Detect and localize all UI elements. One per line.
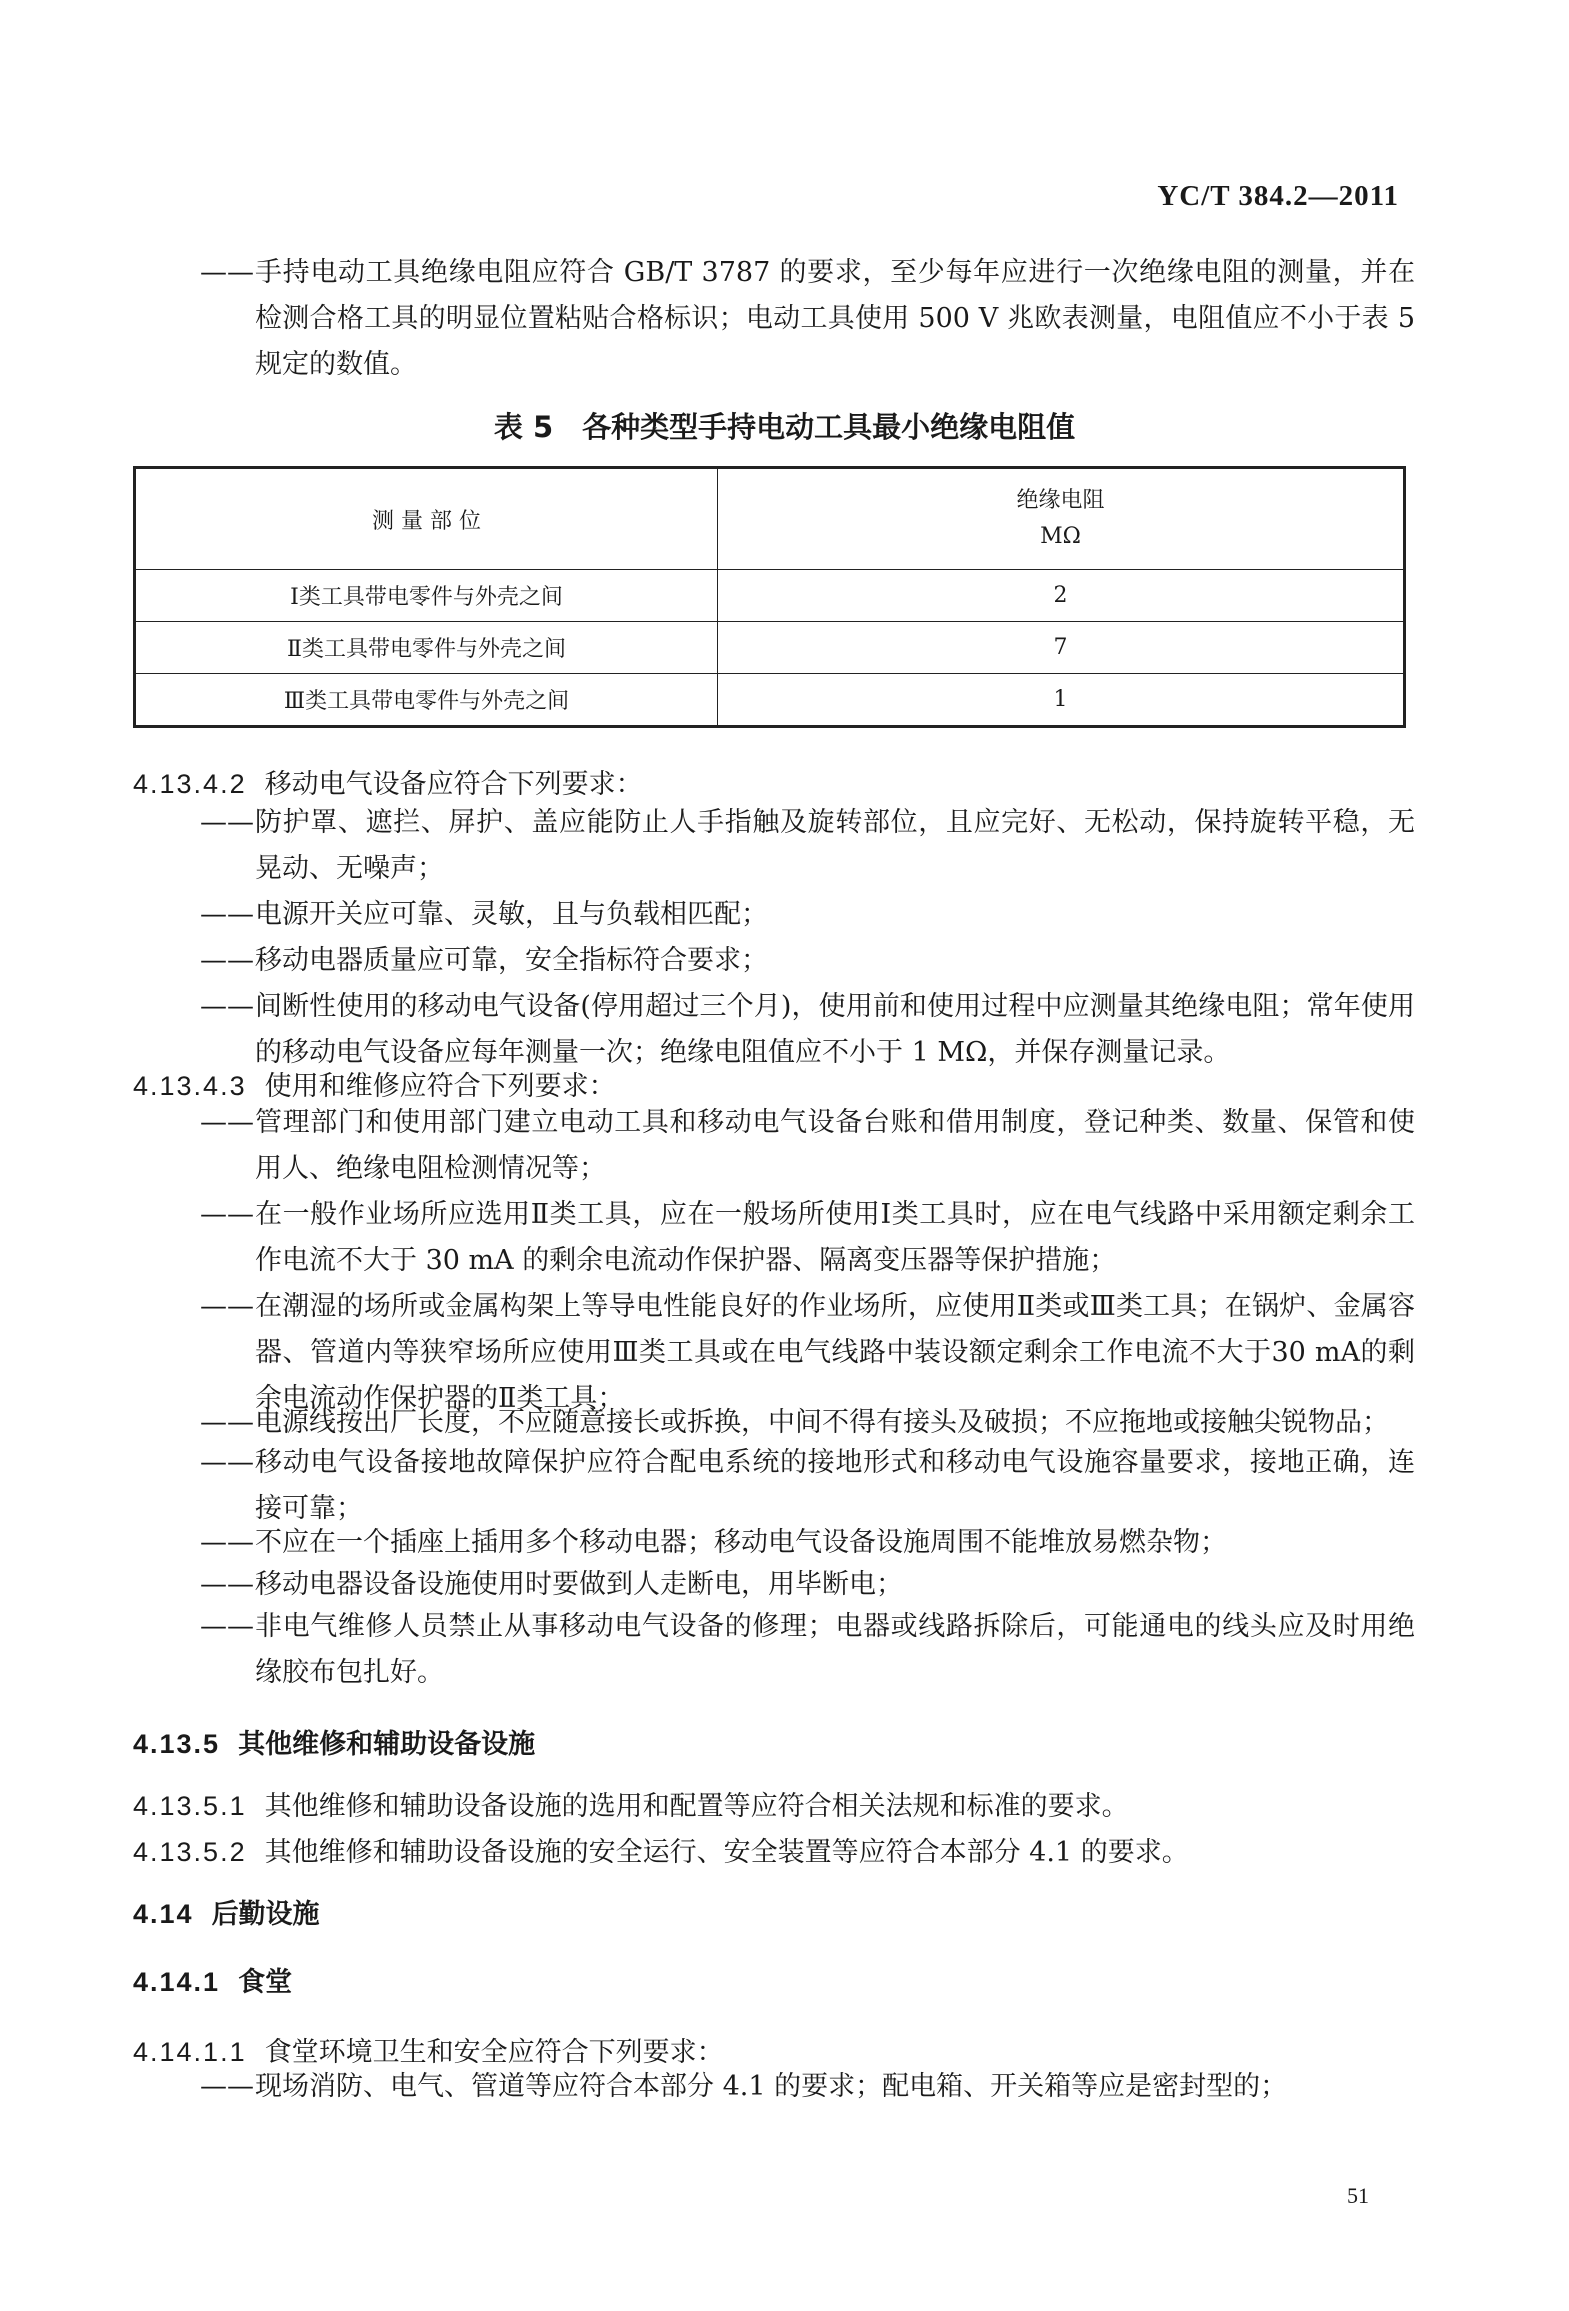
list-item — [200, 1604, 1415, 1696]
section-number: 4.13.5.2 — [133, 1837, 247, 1867]
table-cell-part: Ⅱ类工具带电零件与外壳之间 — [135, 622, 718, 674]
list-item — [200, 1562, 1415, 1608]
dash-bullet: —— — [200, 2071, 254, 2102]
section-4-13-4-3-heading — [133, 1064, 616, 1103]
dash-bullet: —— — [200, 1291, 254, 1322]
list-item — [200, 984, 1415, 1076]
section-number: 4.14.1.1 — [133, 2037, 247, 2067]
list-item-text: 在潮湿的场所或金属构架上等导电性能良好的作业场所，应使用Ⅱ类或Ⅲ类工具；在锅炉、金属容器、管道内等狭窄场所应使用Ⅲ类工具或在电气线路中装设额定剩余工作电流不大于30 mA的剩余电流动作保护器的Ⅱ类工具； — [255, 1291, 1415, 1414]
table-row — [135, 570, 1405, 622]
table-cell-value: 2 — [718, 570, 1405, 622]
table-cell-part: Ⅲ类工具带电零件与外壳之间 — [135, 674, 718, 727]
dash-bullet: —— — [200, 257, 254, 288]
list-item-text: 在一般作业场所应选用Ⅱ类工具，应在一般场所使用Ⅰ类工具时，应在电气线路中采用额定剩余工作电流不大于 30 mA 的剩余电流动作保护器、隔离变压器等保护措施； — [255, 1199, 1415, 1276]
dash-bullet: —— — [200, 945, 254, 976]
table-cell-part: Ⅰ类工具带电零件与外壳之间 — [135, 570, 718, 622]
list-item-text: 管理部门和使用部门建立电动工具和移动电气设备台账和借用制度，登记种类、数量、保管和使用人、绝缘电阻检测情况等； — [255, 1107, 1415, 1184]
list-item-text: 电源开关应可靠、灵敏，且与负载相匹配； — [255, 899, 768, 930]
list-item — [200, 892, 1415, 938]
section-number: 4.13.5.1 — [133, 1791, 247, 1821]
table-title: 表 5 各种类型手持电动工具最小绝缘电阻值 — [493, 410, 1076, 444]
dash-bullet: —— — [200, 991, 254, 1022]
dash-bullet: —— — [200, 1611, 254, 1642]
dash-bullet: —— — [200, 807, 254, 838]
list-item-text: 防护罩、遮拦、屏护、盖应能防止人手指触及旋转部位，且应完好、无松动，保持旋转平稳，无晃动、无噪声； — [255, 807, 1415, 884]
dash-bullet: —— — [200, 899, 254, 930]
dash-bullet: —— — [200, 1199, 254, 1230]
dash-bullet: —— — [200, 1527, 254, 1558]
list-item — [200, 800, 1415, 892]
section-number: 4.13.4.3 — [133, 1071, 247, 1101]
section-title: 食堂环境卫生和安全应符合下列要求： — [264, 2037, 724, 2068]
section-4-14-heading — [133, 1892, 320, 1931]
table-row — [135, 622, 1405, 674]
list-item-text: 移动电器质量应可靠，安全指标符合要求； — [255, 945, 768, 976]
dash-bullet: —— — [200, 1107, 254, 1138]
section-title: 后勤设施 — [211, 1899, 320, 1930]
dash-bullet: —— — [200, 1569, 254, 1600]
section-number: 4.14 — [133, 1899, 194, 1929]
list-item — [200, 938, 1415, 984]
section-title: 使用和维修应符合下列要求： — [264, 1071, 616, 1102]
list-item — [200, 250, 1415, 388]
section-title: 食堂 — [238, 1967, 293, 1998]
section-text: 其他维修和辅助设备设施的选用和配置等应符合相关法规和标准的要求。 — [264, 1791, 1129, 1822]
insulation-resistance-table — [133, 466, 1406, 728]
list-item-text: 间断性使用的移动电气设备(停用超过三个月)，使用前和使用过程中应测量其绝缘电阻；常年使用的移动电气设备应每年测量一次；绝缘电阻值应不小于 1 MΩ，并保存测量记录。 — [255, 991, 1415, 1068]
section-title: 移动电气设备应符合下列要求： — [264, 769, 643, 800]
list-item-text: 移动电器设备设施使用时要做到人走断电，用毕断电； — [255, 1569, 903, 1600]
list-item — [200, 1520, 1415, 1566]
list-item-text: 现场消防、电气、管道等应符合本部分 4.1 的要求；配电箱、开关箱等应是密封型的； — [255, 2071, 1288, 2102]
column-header-label: 绝缘电阻 — [1016, 488, 1105, 513]
dash-bullet: —— — [200, 1447, 254, 1478]
section-4-14-1-heading — [133, 1960, 292, 1999]
standard-code: YC/T 384.2—2011 — [1157, 180, 1399, 212]
dash-bullet: —— — [200, 1407, 254, 1438]
section-4-13-5-1 — [133, 1784, 1129, 1823]
table-row — [135, 674, 1405, 727]
section-number: 4.13.4.2 — [133, 769, 247, 799]
section-4-13-5-heading — [133, 1722, 535, 1761]
list-item — [200, 2064, 1415, 2110]
table-cell-value: 1 — [718, 674, 1405, 727]
column-header-unit: MΩ — [1040, 524, 1081, 549]
column-header-part: 测 量 部 位 — [135, 468, 718, 570]
section-number: 4.13.5 — [133, 1729, 221, 1759]
section-number: 4.14.1 — [133, 1967, 221, 1997]
list-item — [200, 1440, 1415, 1532]
page-number: 51 — [1347, 2183, 1369, 2208]
section-text: 其他维修和辅助设备设施的安全运行、安全装置等应符合本部分 4.1 的要求。 — [264, 1837, 1189, 1868]
section-title: 其他维修和辅助设备设施 — [238, 1729, 536, 1760]
section-4-13-5-2 — [133, 1830, 1189, 1869]
list-item-text: 手持电动工具绝缘电阻应符合 GB/T 3787 的要求，至少每年应进行一次绝缘电阻的测量，并在检测合格工具的明显位置粘贴合格标识；电动工具使用 500 V 兆欧表测量，电阻值应不小于表 5 规定的数值。 — [255, 257, 1415, 380]
list-item-text: 不应在一个插座上插用多个移动电器；移动电气设备设施周围不能堆放易燃杂物； — [255, 1527, 1227, 1558]
list-item-text: 电源线按出厂长度，不应随意接长或拆换，中间不得有接头及破损；不应拖地或接触尖锐物品； — [255, 1407, 1389, 1438]
list-item-text: 非电气维修人员禁止从事移动电气设备的修理；电器或线路拆除后，可能通电的线头应及时用绝缘胶布包扎好。 — [255, 1611, 1415, 1688]
section-4-13-4-2-heading — [133, 762, 643, 801]
list-item — [200, 1192, 1415, 1284]
list-item-text: 移动电气设备接地故障保护应符合配电系统的接地形式和移动电气设施容量要求，接地正确，连接可靠； — [255, 1447, 1415, 1524]
table-header-row — [135, 468, 1405, 570]
table-cell-value: 7 — [718, 622, 1405, 674]
list-item — [200, 1100, 1415, 1192]
column-header-resistance — [718, 468, 1405, 570]
